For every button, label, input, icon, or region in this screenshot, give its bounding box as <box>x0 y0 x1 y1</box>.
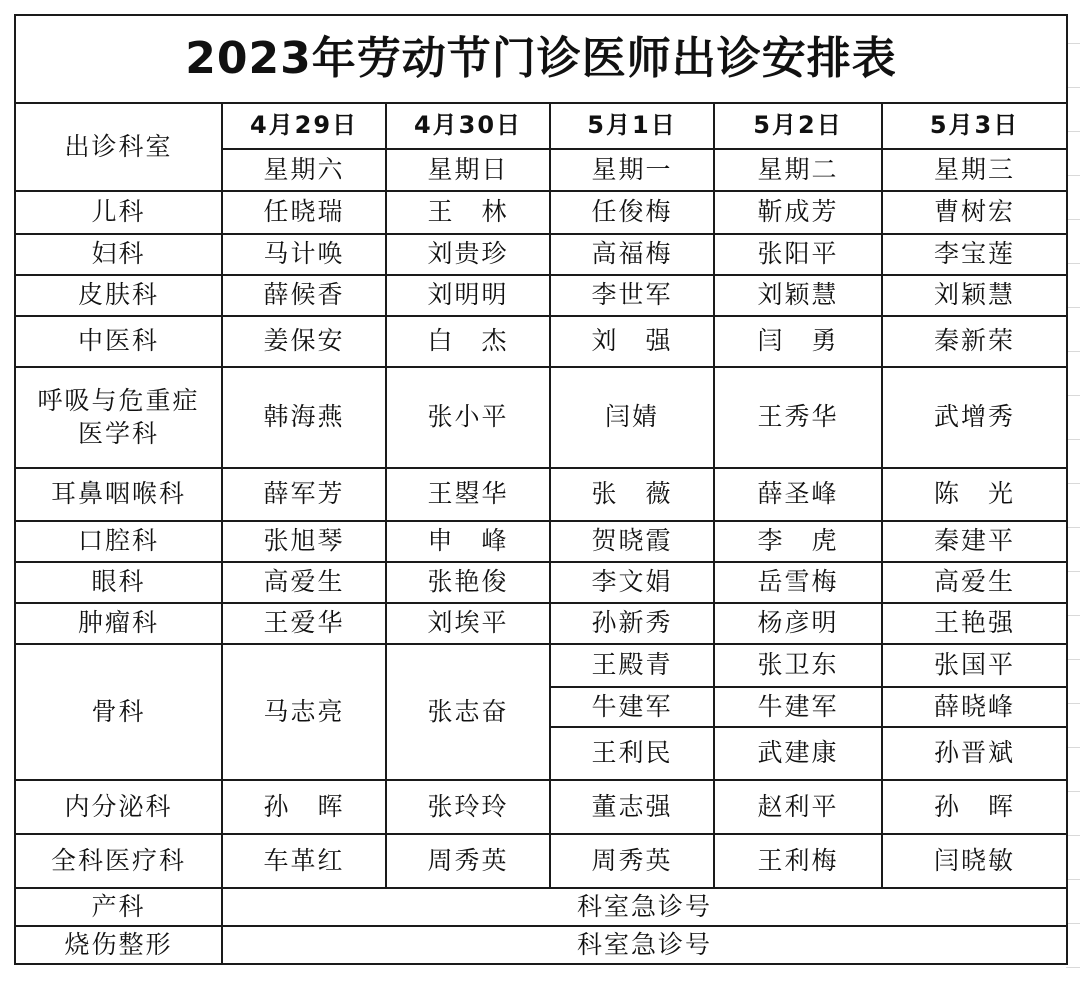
dept-name: 肿瘤科 <box>15 603 222 644</box>
dept-name: 烧伤整形 <box>15 926 222 964</box>
weekday-may1: 星期一 <box>550 149 714 191</box>
doctor-cell: 牛建军 <box>550 687 714 727</box>
doctor-cell: 周秀英 <box>550 834 714 888</box>
table-row <box>15 367 1067 468</box>
doctor-cell: 薛晓峰 <box>882 687 1067 727</box>
doctor-cell: 马计唤 <box>222 234 386 275</box>
dept-name: 中医科 <box>15 316 222 367</box>
doctor-cell: 高爱生 <box>882 562 1067 603</box>
doctor-cell: 任俊梅 <box>550 191 714 234</box>
doctor-cell: 陈 光 <box>882 468 1067 521</box>
doctor-cell: 靳成芳 <box>714 191 882 234</box>
doctor-cell: 刘明明 <box>386 275 550 316</box>
dept-name: 耳鼻咽喉科 <box>15 468 222 521</box>
table-row <box>15 468 1067 521</box>
dept-name-line: 呼吸与危重症 <box>37 386 200 415</box>
table-row <box>15 834 1067 888</box>
doctor-cell: 贺晓霞 <box>550 521 714 562</box>
doctor-cell: 孙新秀 <box>550 603 714 644</box>
doctor-cell: 武增秀 <box>882 367 1067 468</box>
table-row <box>15 644 1067 687</box>
doctor-cell: 杨彦明 <box>714 603 882 644</box>
doctor-cell: 牛建军 <box>714 687 882 727</box>
spreadsheet-gridlines <box>1066 0 1080 981</box>
doctor-cell: 刘埃平 <box>386 603 550 644</box>
doctor-cell: 董志强 <box>550 780 714 834</box>
doctor-cell: 张旭琴 <box>222 521 386 562</box>
doctor-cell: 薛候香 <box>222 275 386 316</box>
emergency-note-cell: 科室急诊号 <box>222 926 1067 964</box>
doctor-cell: 秦建平 <box>882 521 1067 562</box>
dept-name: 眼科 <box>15 562 222 603</box>
doctor-cell: 李 虎 <box>714 521 882 562</box>
doctor-cell: 刘颖慧 <box>714 275 882 316</box>
dept-name: 口腔科 <box>15 521 222 562</box>
date-may3: 5月3日 <box>882 103 1067 149</box>
table-row <box>15 780 1067 834</box>
doctor-cell: 刘贵珍 <box>386 234 550 275</box>
doctor-cell: 王爱华 <box>222 603 386 644</box>
dept-name: 产科 <box>15 888 222 926</box>
dept-name: 妇科 <box>15 234 222 275</box>
table-row <box>15 926 1067 964</box>
emergency-note-cell: 科室急诊号 <box>222 888 1067 926</box>
doctor-cell: 申 峰 <box>386 521 550 562</box>
doctor-cell: 张卫东 <box>714 644 882 687</box>
doctor-cell: 王曌华 <box>386 468 550 521</box>
doctor-cell: 孙 晖 <box>882 780 1067 834</box>
dept-name: 骨科 <box>15 644 222 780</box>
dept-header: 出诊科室 <box>15 103 222 191</box>
table-row <box>15 234 1067 275</box>
doctor-cell: 马志亮 <box>222 644 386 780</box>
date-may2: 5月2日 <box>714 103 882 149</box>
doctor-cell: 张小平 <box>386 367 550 468</box>
doctor-cell: 白 杰 <box>386 316 550 367</box>
doctor-cell: 周秀英 <box>386 834 550 888</box>
weekday-apr29: 星期六 <box>222 149 386 191</box>
table-title: 2023年劳动节门诊医师出诊安排表 <box>15 15 1067 103</box>
weekday-may2: 星期二 <box>714 149 882 191</box>
doctor-cell: 孙 晖 <box>222 780 386 834</box>
doctor-cell: 张阳平 <box>714 234 882 275</box>
doctor-cell: 薛军芳 <box>222 468 386 521</box>
doctor-cell: 王秀华 <box>714 367 882 468</box>
doctor-cell: 车革红 <box>222 834 386 888</box>
doctor-cell: 赵利平 <box>714 780 882 834</box>
doctor-cell: 孙晋斌 <box>882 727 1067 780</box>
date-apr29: 4月29日 <box>222 103 386 149</box>
dept-name-line: 医学科 <box>77 418 159 448</box>
doctor-cell: 曹树宏 <box>882 191 1067 234</box>
date-header-row <box>15 103 1067 149</box>
doctor-cell: 王殿青 <box>550 644 714 687</box>
doctor-cell: 闫晓敏 <box>882 834 1067 888</box>
dept-name <box>15 367 222 468</box>
doctor-cell: 高爱生 <box>222 562 386 603</box>
doctor-cell: 李宝莲 <box>882 234 1067 275</box>
doctor-cell: 王 林 <box>386 191 550 234</box>
weekday-may3: 星期三 <box>882 149 1067 191</box>
doctor-cell: 韩海燕 <box>222 367 386 468</box>
doctor-cell: 李文娟 <box>550 562 714 603</box>
doctor-cell: 薛圣峰 <box>714 468 882 521</box>
doctor-cell: 刘 强 <box>550 316 714 367</box>
dept-name: 内分泌科 <box>15 780 222 834</box>
doctor-cell: 岳雪梅 <box>714 562 882 603</box>
title-row <box>15 15 1067 103</box>
doctor-cell: 王利梅 <box>714 834 882 888</box>
doctor-cell: 张国平 <box>882 644 1067 687</box>
doctor-cell: 刘颖慧 <box>882 275 1067 316</box>
date-may1: 5月1日 <box>550 103 714 149</box>
doctor-cell: 张志奋 <box>386 644 550 780</box>
doctor-cell: 闫 勇 <box>714 316 882 367</box>
dept-name: 儿科 <box>15 191 222 234</box>
doctor-cell: 张艳俊 <box>386 562 550 603</box>
doctor-cell: 张玲玲 <box>386 780 550 834</box>
doctor-cell: 高福梅 <box>550 234 714 275</box>
doctor-cell: 姜保安 <box>222 316 386 367</box>
doctor-cell: 王利民 <box>550 727 714 780</box>
doctor-cell: 闫婧 <box>550 367 714 468</box>
table-row <box>15 191 1067 234</box>
doctor-cell: 王艳强 <box>882 603 1067 644</box>
doctor-cell: 张 薇 <box>550 468 714 521</box>
doctor-cell: 秦新荣 <box>882 316 1067 367</box>
table-row <box>15 888 1067 926</box>
table-row <box>15 562 1067 603</box>
weekday-apr30: 星期日 <box>386 149 550 191</box>
date-apr30: 4月30日 <box>386 103 550 149</box>
doctor-cell: 任晓瑞 <box>222 191 386 234</box>
dept-name: 皮肤科 <box>15 275 222 316</box>
doctor-cell: 武建康 <box>714 727 882 780</box>
table-row <box>15 316 1067 367</box>
schedule-table <box>14 14 1068 965</box>
table-row <box>15 603 1067 644</box>
table-row <box>15 275 1067 316</box>
doctor-cell: 李世军 <box>550 275 714 316</box>
table-row <box>15 521 1067 562</box>
dept-name: 全科医疗科 <box>15 834 222 888</box>
